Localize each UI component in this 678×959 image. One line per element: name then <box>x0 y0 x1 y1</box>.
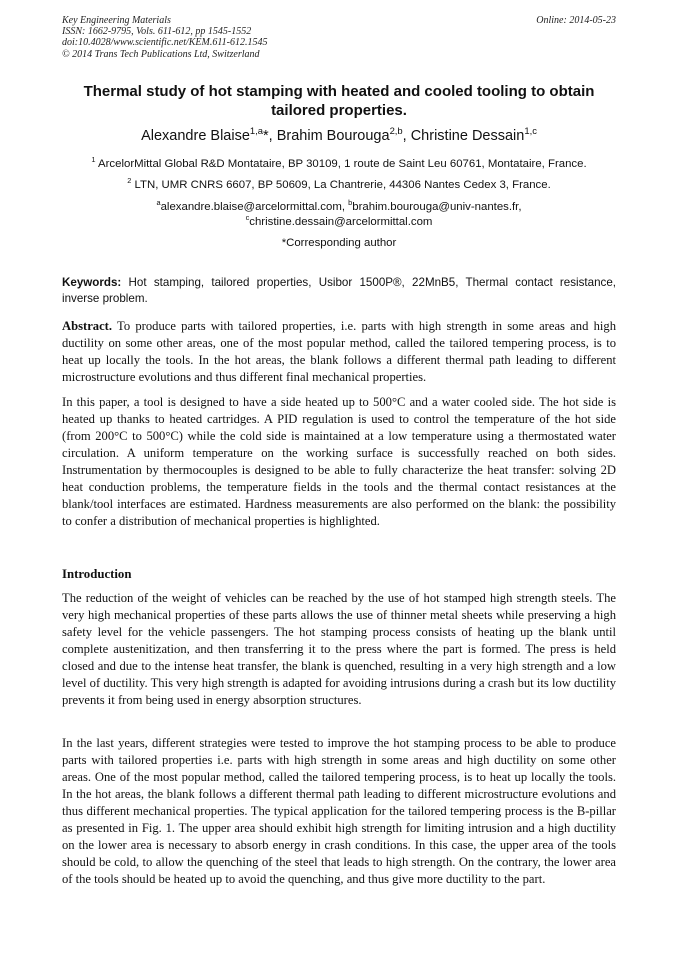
email-superscript: a <box>156 198 161 208</box>
journal-header <box>62 15 616 60</box>
corresponding-author-note: *Corresponding author <box>281 237 397 249</box>
author-superscript: 1,a <box>249 125 263 137</box>
abstract <box>62 318 616 386</box>
email-superscript: b <box>348 198 353 208</box>
journal-name: Key Engineering Materials <box>62 15 171 26</box>
abstract-text: To produce parts with tailored properties, i.e. parts with high strength in some areas and high ductility on some other areas, one of the most popular method, called the tailored tempering process, is to heat up locally the tools. In the hot areas, the blank follows a different thermal path leading to different microstructure evolutions and thus different final mechanical properties. <box>62 319 616 384</box>
affiliation-text: LTN, UMR CNRS 6607, BP 50609, La Chantrerie, 44306 Nantes Cedex 3, France. <box>134 179 551 191</box>
author-list <box>62 127 616 145</box>
author-superscript: 2,b <box>389 125 403 137</box>
section-heading-introduction: Introduction <box>62 567 132 581</box>
abstract-paragraph-2: In this paper, a tool is designed to have a side heated up to 500°C and a water cooled side. The hot side is heated up thanks to heated cartridges. A PID regulation is used to control the temperature of the hot side (from 200°C to 500°C) while the cold side is maintained at a low temperature using a thermostated water circulation. A uniform temperature on the working surface is successfully reached on both sides. Instrumentation by thermocouples is designed to be able to fully characterize the heat transfer: solving 2D heat conduction problems, the temperature fields in the tools and the thermal contact resistances at the blank/tool interfaces are estimated. Hardness measurements are also performed on the blank: the possibility to confer a distribution of mechanical properties is highlighted. <box>62 395 616 528</box>
author-name: Christine Dessain <box>410 128 525 144</box>
email-link: christine.dessain@arcelormittal.com <box>249 216 433 228</box>
corresponding-mark: * <box>263 128 269 144</box>
online-date: Online: 2014-05-23 <box>536 15 616 26</box>
author-superscript: 1,c <box>524 125 537 137</box>
affiliation-superscript: 1 <box>91 155 96 165</box>
paper-title: Thermal study of hot stamping with heated and cooled tooling to obtain tailored properties. <box>83 83 595 119</box>
intro-paragraph-2: In the last years, different strategies were tested to improve the hot stamping process to be able to produce parts with tailored properties i.e. parts with high strength in some areas and high ductility on some other areas. One of the most popular method, called the tailored tempering process, is to heat up locally the tools. In the hot areas, the blank follows a different thermal path leading to different microstructure evolutions and thus different mechanical properties. The typical application for the tailored tempering process is the B-pillar as presented in Fig. 1. The upper area should exhibit high strength for limiting intrusion and a high ductility on the lower area is necessary to absorb energy in crash conditions. In this case, the upper area of the tools should be cold, to allow the quenching of the steel that leads to high strength. On the contrary, the lower area of the tools should be heated up to avoid the quenching, and thus give more ductility to the part. <box>62 736 616 886</box>
keywords <box>62 275 616 307</box>
doi-line: doi:10.4028/www.scientific.net/KEM.611-612.1545 <box>62 37 268 49</box>
keywords-label: Keywords: <box>62 276 122 289</box>
keywords-text: Hot stamping, tailored properties, Usibor 1500P®, 22MnB5, Thermal contact resistance, inverse problem. <box>62 276 616 305</box>
issn-line: ISSN: 1662-9795, Vols. 611-612, pp 1545-1552 <box>62 26 252 38</box>
affiliation-superscript: 2 <box>127 176 132 186</box>
email-line-2 <box>62 215 616 229</box>
affiliation-text: ArcelorMittal Global R&D Montataire, BP 30109, 1 route de Saint Leu 60761, Montataire, France. <box>98 158 587 170</box>
email-link: brahim.bourouga@univ-nantes.fr, <box>352 201 522 213</box>
author-name: Alexandre Blaise <box>141 128 250 144</box>
copyright-line: © 2014 Trans Tech Publications Ltd, Switzerland <box>62 48 260 60</box>
author-name: Brahim Bourouga <box>276 128 390 144</box>
email-link: alexandre.blaise@arcelormittal.com, <box>160 201 349 213</box>
affiliation-2 <box>62 178 616 192</box>
intro-paragraph-1: The reduction of the weight of vehicles can be reached by the use of hot stamped high strength steels. The very high mechanical properties of these parts allows the use of thinner metal sheets while preserving a high safety level for the vehicle passengers. The hot stamping process consists of heating up the blank until complete austenitization, and then transferring it to the press where the part is formed. The press is held closed and due to the intense heat transfer, the blank is quenched, resulting in a very high strength and a low level of ductility. This very high strength is adapted for avoiding intrusions during a crash but its low ductility prevents it from being used in energy absorption structures. <box>62 591 616 707</box>
email-line-1 <box>62 200 616 214</box>
email-superscript: c <box>245 213 250 223</box>
abstract-label: Abstract. <box>62 319 113 333</box>
author-separator: , <box>268 128 277 144</box>
affiliation-1 <box>62 157 616 171</box>
author-separator: , <box>402 128 411 144</box>
